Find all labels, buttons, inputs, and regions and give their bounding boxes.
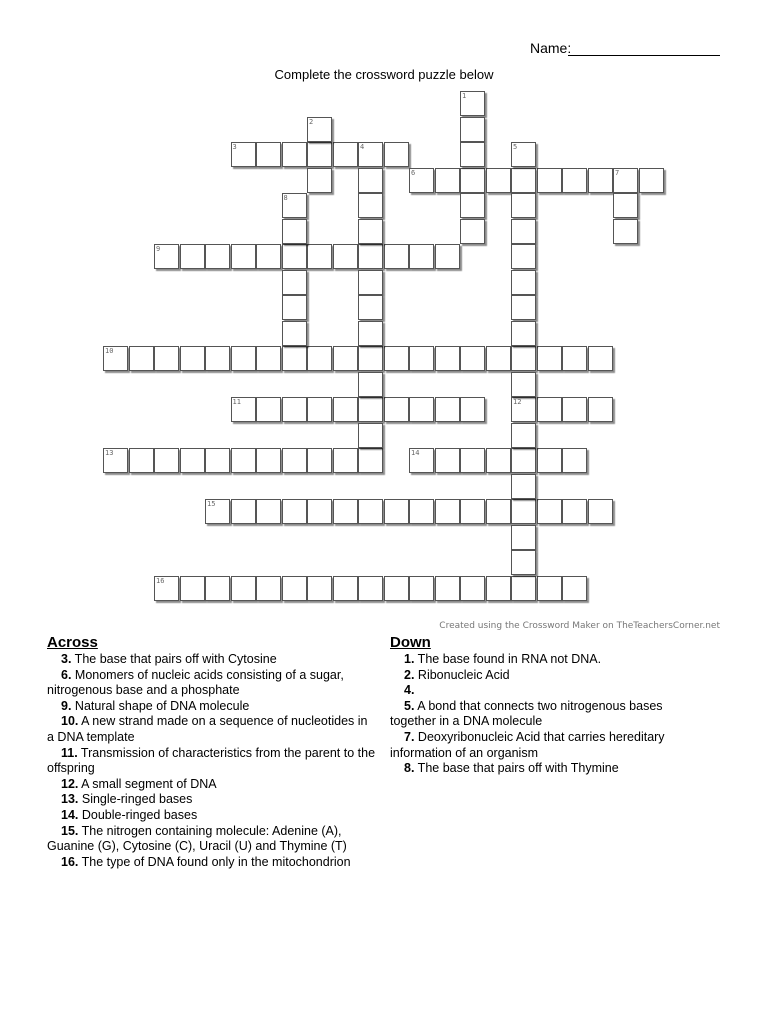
down-clue	[390, 652, 690, 668]
clue-text: The type of DNA found only in the mitochondrion	[78, 854, 351, 869]
grid-cell[interactable]	[435, 168, 460, 193]
grid-cell[interactable]	[460, 499, 485, 524]
grid-cell[interactable]	[358, 321, 383, 346]
down-clue	[390, 761, 690, 777]
grid-cell[interactable]	[460, 219, 485, 244]
grid-cell[interactable]	[537, 448, 562, 473]
grid-cell[interactable]	[307, 499, 332, 524]
grid-number: 13	[105, 449, 114, 457]
grid-cell[interactable]	[256, 244, 281, 269]
clue-text: The base that pairs off with Cytosine	[71, 652, 277, 666]
grid-cell[interactable]	[333, 244, 358, 269]
grid-cell[interactable]	[358, 193, 383, 218]
grid-cell[interactable]	[205, 244, 230, 269]
across-heading: Across	[47, 634, 98, 651]
across-clues	[47, 634, 377, 870]
grid-cell[interactable]	[588, 499, 613, 524]
grid-cell[interactable]	[460, 193, 485, 218]
grid-cell[interactable]	[537, 499, 562, 524]
clue-text: A new strand made on a sequence of nucleotides in a DNA template	[47, 714, 368, 744]
clue-text: Ribonucleic Acid	[414, 667, 510, 682]
grid-cell[interactable]	[511, 525, 536, 550]
grid-cell[interactable]	[511, 474, 536, 499]
grid-cell[interactable]	[180, 244, 205, 269]
grid-cell[interactable]	[384, 576, 409, 601]
grid-number: 1	[462, 92, 467, 100]
grid-cell[interactable]	[486, 346, 511, 371]
grid-cell[interactable]	[358, 372, 383, 397]
grid-cell[interactable]	[486, 168, 511, 193]
grid-cell[interactable]	[562, 499, 587, 524]
down-clues	[390, 634, 690, 777]
grid-cell[interactable]	[307, 244, 332, 269]
grid-cell[interactable]	[511, 550, 536, 575]
grid-cell[interactable]	[358, 168, 383, 193]
clue-number: 16.	[61, 854, 79, 869]
grid-cell[interactable]	[562, 448, 587, 473]
grid-number: 12	[513, 398, 522, 406]
grid-cell[interactable]	[562, 397, 587, 422]
grid-number: 5	[513, 143, 518, 151]
grid-cell[interactable]	[537, 346, 562, 371]
grid-cell[interactable]	[384, 499, 409, 524]
grid-cell[interactable]	[511, 423, 536, 448]
grid-cell[interactable]	[333, 576, 358, 601]
grid-cell[interactable]	[435, 346, 460, 371]
clue-number: 4.	[404, 683, 415, 698]
grid-cell[interactable]	[154, 448, 179, 473]
grid-number: 16	[156, 576, 165, 585]
grid-number: 7	[615, 168, 620, 177]
clue-number: 1.	[404, 652, 415, 666]
grid-cell[interactable]	[409, 397, 434, 422]
grid-cell[interactable]	[358, 219, 383, 244]
grid-cell[interactable]	[460, 576, 485, 601]
grid-cell[interactable]	[282, 295, 307, 320]
grid-cell[interactable]	[511, 270, 536, 295]
grid-cell[interactable]	[256, 448, 281, 473]
grid-cell[interactable]	[231, 576, 256, 601]
clue-text: The base that pairs off with Thymine	[414, 761, 619, 776]
grid-cell[interactable]	[333, 142, 358, 167]
grid-cell[interactable]	[613, 193, 638, 218]
grid-number: 15	[207, 500, 216, 508]
clue-text: A small segment of DNA	[78, 776, 217, 791]
grid-cell[interactable]	[562, 346, 587, 371]
grid-cell[interactable]	[358, 423, 383, 448]
grid-cell[interactable]	[282, 219, 307, 244]
grid-cell[interactable]	[409, 499, 434, 524]
across-clue	[47, 855, 377, 871]
clue-number: 12.	[61, 776, 79, 791]
name-label: Name:	[530, 40, 572, 56]
clue-number: 3.	[61, 652, 72, 666]
grid-cell[interactable]	[435, 448, 460, 473]
grid-number: 9	[156, 245, 161, 253]
grid-cell[interactable]	[307, 346, 332, 371]
clue-text: A bond that connects two nitrogenous bases together in a DNA molecule	[390, 698, 663, 729]
grid-number: 14	[411, 449, 420, 457]
grid-cell[interactable]	[205, 576, 230, 601]
grid-cell[interactable]	[307, 576, 332, 601]
grid-cell[interactable]	[511, 499, 536, 524]
clue-number: 6.	[61, 667, 72, 682]
across-clue	[47, 824, 377, 855]
clue-text: Natural shape of DNA molecule	[71, 698, 250, 713]
grid-cell[interactable]	[460, 168, 485, 193]
clue-number: 10.	[61, 714, 79, 729]
grid-cell[interactable]	[180, 448, 205, 473]
grid-cell[interactable]	[333, 499, 358, 524]
grid-cell[interactable]	[511, 244, 536, 269]
grid-number: 6	[411, 168, 416, 177]
grid-cell[interactable]	[537, 168, 562, 193]
grid-cell[interactable]	[282, 576, 307, 601]
grid-cell[interactable]	[282, 499, 307, 524]
grid-cell[interactable]	[435, 576, 460, 601]
clue-text: Double-ringed bases	[78, 807, 198, 822]
grid-cell[interactable]	[180, 346, 205, 371]
clue-number: 9.	[61, 698, 72, 713]
grid-cell[interactable]	[307, 397, 332, 422]
grid-cell[interactable]	[231, 499, 256, 524]
grid-cell[interactable]	[511, 576, 536, 601]
grid-cell[interactable]	[435, 244, 460, 269]
grid-cell[interactable]	[282, 397, 307, 422]
clue-number: 11.	[61, 745, 78, 760]
across-clue	[47, 714, 377, 745]
puzzle-title: Complete the crossword puzzle below	[274, 67, 494, 82]
grid-cell[interactable]	[129, 448, 154, 473]
grid-cell[interactable]	[256, 346, 281, 371]
grid-cell[interactable]	[205, 448, 230, 473]
down-clue	[390, 699, 690, 730]
grid-cell[interactable]	[384, 397, 409, 422]
grid-cell[interactable]	[460, 397, 485, 422]
grid-cell[interactable]	[435, 397, 460, 422]
grid-number: 8	[283, 194, 288, 202]
grid-cell[interactable]	[511, 219, 536, 244]
clue-number: 2.	[404, 667, 415, 682]
grid-cell[interactable]	[180, 576, 205, 601]
credit-line: Created using the Crossword Maker on TheTeachersCorner.net	[439, 621, 720, 631]
clue-text: Deoxyribonucleic Acid that carries hereditary information of an organism	[390, 729, 665, 760]
grid-cell[interactable]	[307, 168, 332, 193]
grid-cell[interactable]	[460, 117, 485, 142]
grid-cell[interactable]	[282, 244, 307, 269]
down-clue	[390, 668, 690, 684]
grid-cell[interactable]	[256, 397, 281, 422]
grid-cell[interactable]	[435, 499, 460, 524]
grid-cell[interactable]	[511, 448, 536, 473]
grid-cell[interactable]	[358, 448, 383, 473]
grid-number: 11	[232, 398, 241, 406]
grid-cell[interactable]	[562, 576, 587, 601]
grid-cell[interactable]	[460, 448, 485, 473]
across-clue	[47, 668, 377, 699]
grid-cell[interactable]	[231, 448, 256, 473]
grid-cell[interactable]	[358, 270, 383, 295]
grid-number: 2	[309, 117, 314, 126]
grid-cell[interactable]	[358, 499, 383, 524]
grid-cell[interactable]	[511, 346, 536, 371]
clue-number: 14.	[61, 807, 79, 822]
grid-cell[interactable]	[358, 346, 383, 371]
clue-number: 8.	[404, 761, 415, 776]
grid-cell[interactable]	[460, 142, 485, 167]
grid-cell[interactable]	[486, 499, 511, 524]
grid-cell[interactable]	[282, 321, 307, 346]
clue-number: 5.	[404, 698, 415, 713]
grid-cell[interactable]	[154, 346, 179, 371]
across-clue	[47, 777, 377, 793]
grid-cell[interactable]	[129, 346, 154, 371]
grid-cell[interactable]	[409, 346, 434, 371]
grid-cell[interactable]	[511, 321, 536, 346]
grid-cell[interactable]	[639, 168, 664, 193]
grid-number: 4	[360, 143, 365, 151]
grid-cell[interactable]	[231, 244, 256, 269]
grid-cell[interactable]	[588, 397, 613, 422]
grid-cell[interactable]	[384, 142, 409, 167]
down-heading: Down	[390, 634, 431, 651]
clue-number: 13.	[61, 792, 79, 807]
grid-cell[interactable]	[613, 219, 638, 244]
grid-cell[interactable]	[511, 372, 536, 397]
grid-cell[interactable]	[256, 142, 281, 167]
grid-cell[interactable]	[409, 244, 434, 269]
grid-cell[interactable]	[384, 346, 409, 371]
grid-cell[interactable]	[460, 346, 485, 371]
grid-cell[interactable]	[282, 270, 307, 295]
grid-cell[interactable]	[256, 499, 281, 524]
across-clue	[47, 746, 377, 777]
grid-cell[interactable]	[282, 346, 307, 371]
clue-text: Transmission of characteristics from the parent to the offspring	[47, 745, 376, 776]
grid-cell[interactable]	[333, 448, 358, 473]
grid-cell[interactable]	[537, 397, 562, 422]
grid-cell[interactable]	[282, 448, 307, 473]
grid-cell[interactable]	[511, 168, 536, 193]
clue-number: 15.	[61, 823, 79, 838]
grid-cell[interactable]	[511, 193, 536, 218]
grid-number: 10	[105, 347, 114, 355]
grid-cell[interactable]	[307, 448, 332, 473]
grid-cell[interactable]	[486, 448, 511, 473]
grid-cell[interactable]	[333, 346, 358, 371]
grid-cell[interactable]	[358, 295, 383, 320]
grid-cell[interactable]	[537, 576, 562, 601]
grid-cell[interactable]	[409, 576, 434, 601]
across-clue	[47, 808, 377, 824]
clue-text: Single-ringed bases	[78, 792, 193, 807]
grid-cell[interactable]	[333, 397, 358, 422]
grid-cell[interactable]	[231, 346, 256, 371]
across-clue	[47, 652, 377, 668]
grid-cell[interactable]	[358, 576, 383, 601]
grid-cell[interactable]	[588, 346, 613, 371]
grid-number: 3	[232, 143, 237, 151]
grid-cell[interactable]	[562, 168, 587, 193]
grid-cell[interactable]	[205, 346, 230, 371]
grid-cell[interactable]	[588, 168, 613, 193]
down-clue	[390, 730, 690, 761]
clue-text: The base found in RNA not DNA.	[414, 652, 602, 666]
across-clue	[47, 699, 377, 715]
down-clue	[390, 683, 690, 699]
clue-text: The nitrogen containing molecule: Adenine (A), Guanine (G), Cytosine (C), Uracil (U) and Thymine (T)	[47, 823, 347, 854]
grid-cell[interactable]	[282, 142, 307, 167]
across-clue	[47, 792, 377, 808]
grid-cell[interactable]	[511, 295, 536, 320]
clue-text: Monomers of nucleic acids consisting of a sugar, nitrogenous base and a phosphate	[47, 667, 344, 698]
grid-cell[interactable]	[486, 576, 511, 601]
grid-cell[interactable]	[384, 244, 409, 269]
clue-number: 7.	[404, 729, 415, 744]
grid-cell[interactable]	[358, 244, 383, 269]
grid-cell[interactable]	[358, 397, 383, 422]
grid-cell[interactable]	[256, 576, 281, 601]
grid-cell[interactable]	[307, 142, 332, 167]
